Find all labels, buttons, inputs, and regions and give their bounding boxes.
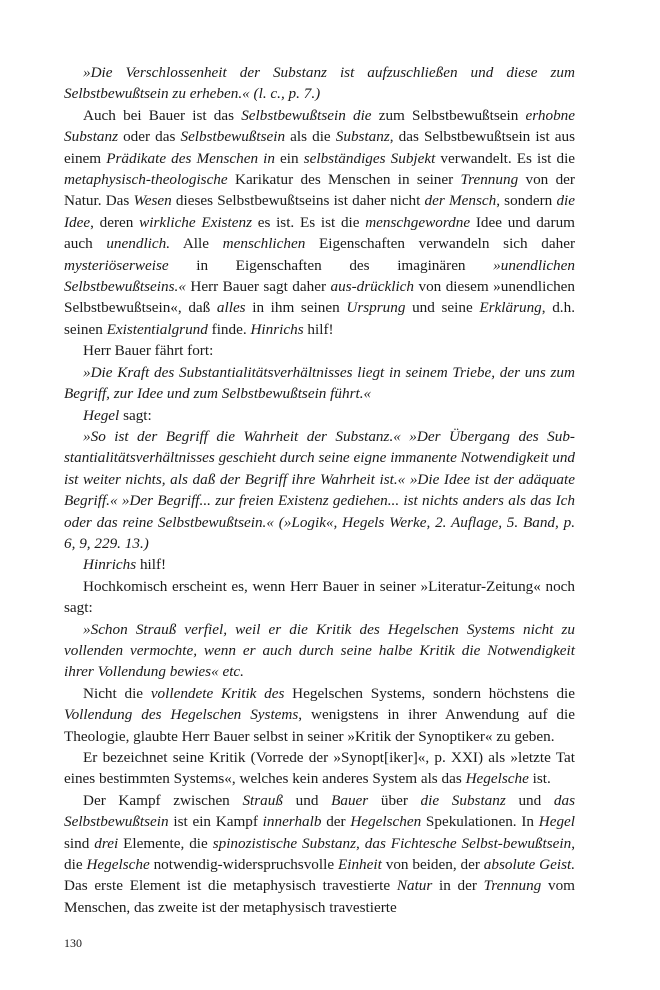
text-run: Alle xyxy=(170,235,223,253)
text-run: »Schon Strauß verfiel, weil er die Kritik des Hegelschen Systems nicht zu vollenden vermochte, wenn er auch durch seine halbe Kritik die Notwendigkeit ihrer Vollendung bewies« etc. xyxy=(64,620,575,681)
text-run: Der Kampf zwischen xyxy=(83,791,243,809)
text-run: zum Selbstbewußtsein xyxy=(371,106,526,124)
emphasis-text: metaphysisch-theologische xyxy=(64,171,228,189)
emphasis-text: Selbstbewußtsein xyxy=(180,128,286,146)
emphasis-text: die Substanz xyxy=(420,791,506,809)
body-paragraph xyxy=(64,576,575,619)
text-run: Nicht die xyxy=(83,684,151,702)
emphasis-text: Einheit xyxy=(337,856,382,874)
emphasis-text: Hegel xyxy=(538,813,575,831)
text-run: dieses Selbstbewußtseins ist daher nicht xyxy=(171,192,425,210)
emphasis-text: Hegelsche xyxy=(86,856,150,874)
emphasis-text: Hegel xyxy=(83,406,120,424)
emphasis-text: Vollendung des Hegelschen Systems xyxy=(64,706,299,724)
text-run: , deren xyxy=(90,213,140,231)
text-run: ein xyxy=(274,149,304,167)
text-run: »So ist der Begriff die Wahrheit der Substanz.« »Der Übergang des Sub-stantialitätsverhältnisses geschieht durch seine eigne immanente Notwendigkeit und ist weiter nichts, als daß der Begriff ihre Wahrheit ist.« »Die Idee ist der adäquate Begriff.« »Der Begriff... zur freien Existenz gediehen... ist nichts anders als das Ich oder das reine Selbstbewußtsein.« (»Logik«, Hegels Werke, 2. Auflage, 5. Band, p. 6, 9, 229. 13.) xyxy=(64,427,575,552)
emphasis-text: wirkliche Existenz xyxy=(139,213,252,231)
text-run: , die xyxy=(64,834,575,874)
emphasis-text: »unendlichen Selbstbewußtseins.« xyxy=(64,256,575,296)
emphasis-text: menschlichen xyxy=(222,235,306,253)
emphasis-text: die Idee xyxy=(64,192,575,231)
text-run: Auch bei Bauer ist das xyxy=(83,106,242,124)
quotation-paragraph xyxy=(64,619,575,683)
text-run: sagt: xyxy=(119,406,152,424)
text-run: der xyxy=(321,813,351,831)
text-run: von der Natur. Das xyxy=(64,171,575,210)
emphasis-text: Selbstbewußtsein die xyxy=(241,106,372,124)
text-run: Das erste Element ist die metaphysisch travestierte xyxy=(64,877,397,895)
emphasis-text: aus-drücklich xyxy=(330,278,415,296)
emphasis-text: Hinrichs xyxy=(250,320,304,338)
text-run: über xyxy=(368,791,421,809)
emphasis-text: unendlich. xyxy=(106,235,171,253)
emphasis-text: innerhalb xyxy=(262,813,322,831)
text-run: »Die Kraft des Substantialitätsverhältnisses liegt in seinem Triebe, der uns zum Begriff, zur Idee und zum Selbstbewußtsein führt.« xyxy=(64,363,575,403)
emphasis-text: mysteriöserweise xyxy=(64,256,169,274)
emphasis-text: Trennung xyxy=(483,877,542,895)
body-paragraph xyxy=(64,683,575,747)
text-run: oder das xyxy=(118,128,181,146)
body-paragraph xyxy=(64,747,575,790)
text-run: Er bezeichnet seine Kritik (Vorrede der »Synopt[iker]«, p. XXI) als »letzte Tat eines bestimmten Systems«, welches kein anderes System als das xyxy=(64,749,575,788)
text-run: und seine xyxy=(405,299,480,317)
body-paragraph xyxy=(64,340,575,361)
body-paragraph xyxy=(64,405,575,426)
emphasis-text: selbständiges Subjekt xyxy=(303,149,436,167)
text-run: von diesem »unendlichen Selbstbewußtsein«, daß xyxy=(64,278,576,317)
text-run: finde. xyxy=(207,320,251,338)
emphasis-text: das Selbstbewußtsein xyxy=(64,791,576,831)
text-run: ist ein Kampf xyxy=(168,813,263,831)
text-run: in der xyxy=(432,877,484,895)
text-run: , sondern xyxy=(496,192,557,210)
text-run: hilf! xyxy=(136,556,167,574)
text-run: als die xyxy=(285,128,336,146)
emphasis-text: Hegelschen xyxy=(350,813,422,831)
emphasis-text: Natur xyxy=(396,877,433,895)
text-run: , d.h. seinen xyxy=(64,299,575,338)
emphasis-text: der Mensch xyxy=(424,192,497,210)
body-paragraph xyxy=(64,554,575,575)
body-paragraph xyxy=(64,790,575,918)
text-run: vom Menschen, das zweite ist der metaphysisch travestierte xyxy=(64,877,575,916)
text-run: , wenigstens in ihrer Anwendung auf die Theologie, glaubte Herr Bauer selbst in seiner »Kritik der Synoptiker« zu geben. xyxy=(64,706,575,745)
emphasis-text: absolute Geist. xyxy=(483,856,575,874)
text-run: , das Selbstbewußtsein ist aus einem xyxy=(64,128,575,167)
page-number: 130 xyxy=(64,936,82,950)
quotation-paragraph xyxy=(64,62,575,105)
body-text xyxy=(64,62,575,918)
emphasis-text: Erklärung xyxy=(479,299,542,317)
text-run: es ist. Es ist die xyxy=(251,213,366,231)
text-run: ist. xyxy=(528,770,551,788)
body-paragraph xyxy=(64,105,575,340)
text-run: »Die Verschlossenheit der Substanz ist aufzuschließen und diese zum Selbstbewußtsein zu erheben.« (l. c., p. 7.) xyxy=(64,64,575,103)
emphasis-text: vollendete Kritik des xyxy=(150,684,285,702)
emphasis-text: Substanz xyxy=(335,128,390,146)
text-run: und xyxy=(282,791,332,809)
text-run: Hochkomisch erscheint es, wenn Herr Bauer in seiner »Literatur-Zeitung« noch sagt: xyxy=(64,577,575,617)
text-run: notwendig-widerspruchsvolle xyxy=(149,856,338,874)
text-run: Hegelschen Systems, sondern höchstens die xyxy=(284,684,576,702)
emphasis-text: erhobne Substanz xyxy=(64,106,576,146)
emphasis-text: Hinrichs xyxy=(83,556,137,574)
text-run: sind xyxy=(64,834,95,852)
emphasis-text: menschgewordne xyxy=(365,213,471,231)
emphasis-text: drei xyxy=(94,834,119,852)
emphasis-text: Trennung xyxy=(460,171,519,189)
text-run: und xyxy=(505,791,554,809)
text-run: von beiden, der xyxy=(381,856,484,874)
emphasis-text: Ursprung xyxy=(346,299,406,317)
emphasis-text: alles xyxy=(216,299,246,317)
text-run: hilf! xyxy=(303,320,334,338)
emphasis-text: Wesen xyxy=(133,192,172,210)
quotation-paragraph xyxy=(64,426,575,554)
text-run: in ihm seinen xyxy=(245,299,347,317)
emphasis-text: spinozistische Substanz, das Fichtesche Selbst-bewußtsein xyxy=(212,834,572,852)
text-run: Herr Bauer sagt daher xyxy=(185,278,331,296)
text-run: Karikatur des Menschen in seiner xyxy=(227,171,461,189)
text-run: Eigenschaften verwandeln sich daher xyxy=(305,235,576,253)
text-run: Herr Bauer fährt fort: xyxy=(83,342,214,360)
text-run: verwandelt. Es ist die xyxy=(435,149,576,167)
emphasis-text: Existentialgrund xyxy=(106,320,208,338)
text-run: Elemente, die xyxy=(118,834,213,852)
text-run: Spekulationen. In xyxy=(421,813,539,831)
emphasis-text: Bauer xyxy=(331,791,369,809)
text-run: in Eigenschaften des imaginären xyxy=(168,256,494,274)
emphasis-text: Prädikate des Menschen in xyxy=(106,149,275,167)
text-run: Idee und darum auch xyxy=(64,213,575,253)
quotation-paragraph xyxy=(64,362,575,405)
emphasis-text: Strauß xyxy=(242,791,283,809)
emphasis-text: Hegelsche xyxy=(465,770,529,788)
